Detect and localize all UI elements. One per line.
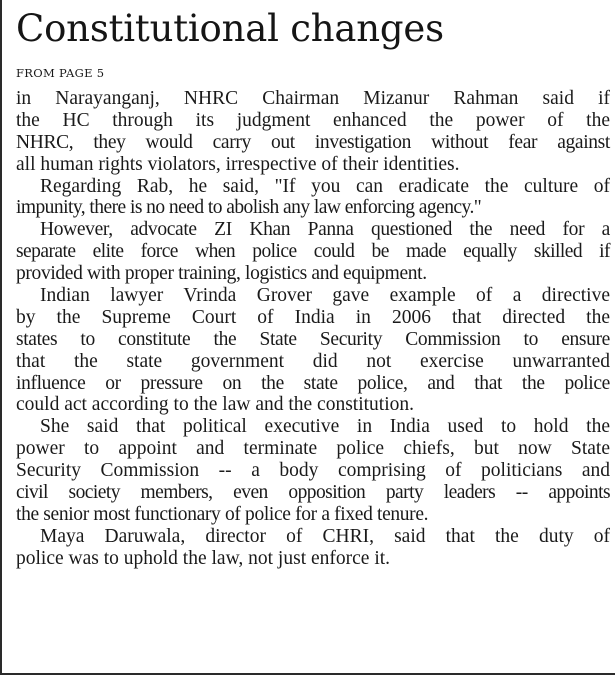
text-line: could act according to the law and the constitution. [16, 394, 415, 416]
text-line: the HC through its judgment enhanced the power of the [16, 109, 610, 131]
paragraph [16, 416, 610, 525]
paragraph [16, 176, 610, 220]
text-line: Regarding Rab, he said, "If you can eradicate the culture of [40, 175, 610, 197]
text-line: impunity, there is no need to abolish any law enforcing agency." [16, 197, 482, 219]
text-line: the senior most functionary of police for a fixed tenure. [16, 503, 429, 525]
jump-label: FROM PAGE 5 [16, 66, 105, 80]
text-line: in Narayanganj, NHRC Chairman Mizanur Rahman said if [16, 88, 610, 109]
text-line: police was to uphold the law, not just enforce it. [16, 547, 391, 569]
paragraph [16, 219, 610, 285]
text-line: NHRC, they would carry out investigation without fear against [16, 131, 610, 153]
text-line: However, advocate ZI Khan Panna questioned the need for a [40, 219, 610, 241]
paragraph [16, 285, 610, 416]
paragraph [16, 526, 610, 570]
text-line: Maya Daruwala, director of CHRI, said that the duty of [40, 525, 610, 547]
text-line: provided with proper training, logistics and equipment. [16, 263, 427, 285]
paragraph [16, 88, 610, 176]
article-body [16, 88, 610, 570]
text-line: all human rights violators, irrespective of their identities. [16, 153, 460, 175]
headline: Constitutional changes [16, 7, 444, 50]
text-line: She said that political executive in India used to hold the [40, 416, 610, 438]
text-line: Security Commission -- a body comprising of politicians and [16, 460, 610, 482]
text-line: civil society members, even opposition party leaders -- appoints [16, 482, 610, 504]
text-line: separate elite force when police could be made equally skilled if [16, 241, 610, 263]
text-line: Indian lawyer Vrinda Grover gave example of a directive [40, 285, 610, 307]
text-line: influence or pressure on the state police, and that the police [16, 372, 610, 394]
text-line: states to constitute the State Security Commission to ensure [16, 328, 610, 350]
text-line: that the state government did not exercise unwarranted [16, 350, 610, 372]
text-line: power to appoint and terminate police chiefs, but now State [16, 438, 610, 460]
text-line: by the Supreme Court of India in 2006 that directed the [16, 306, 610, 328]
